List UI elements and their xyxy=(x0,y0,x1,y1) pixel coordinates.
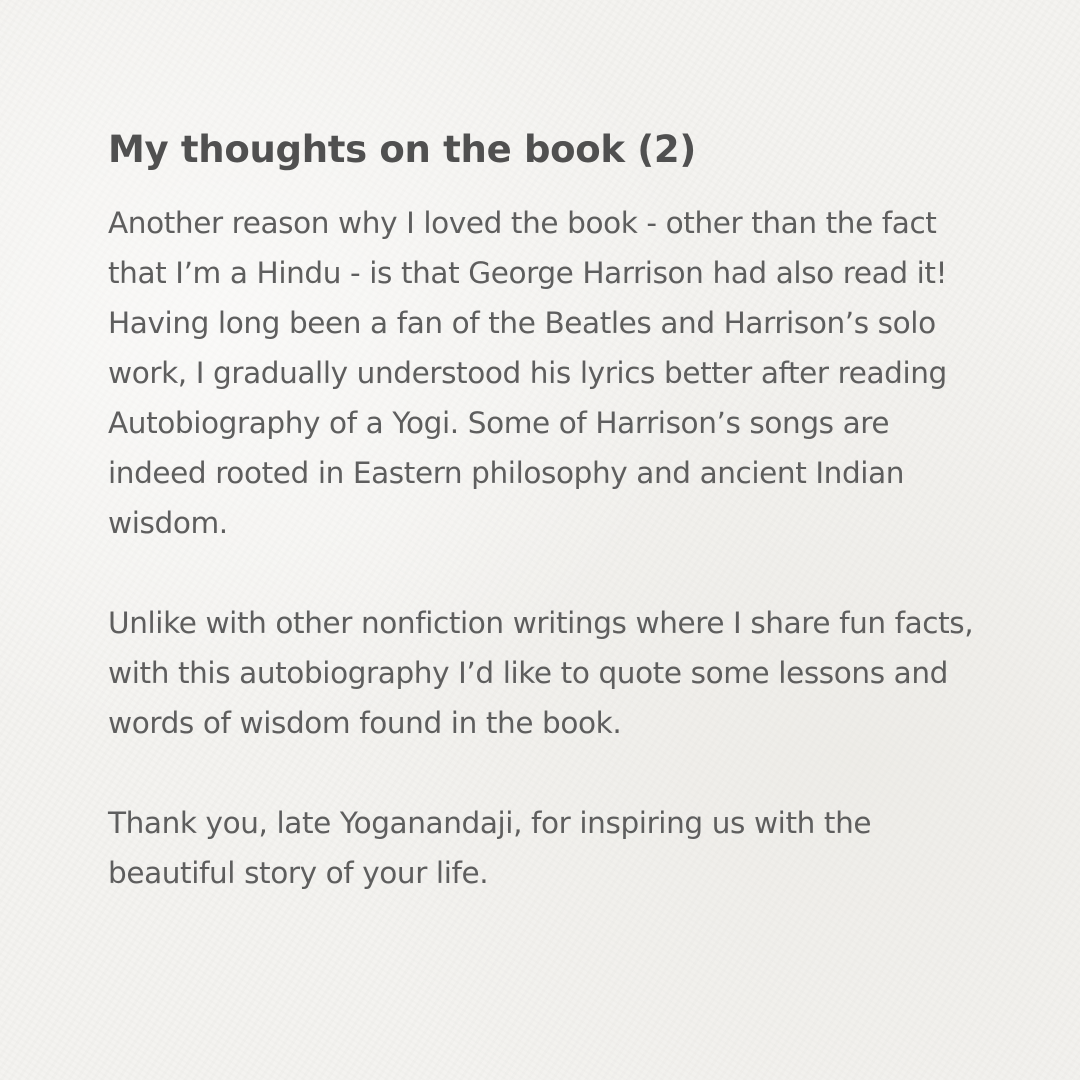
text-line: Another reason why I loved the book - other than the fact xyxy=(108,206,937,240)
paragraph-lessons xyxy=(108,598,1008,748)
text-line: Unlike with other nonfiction writings where I share fun facts, xyxy=(108,606,974,640)
text-card xyxy=(108,124,1008,948)
text-line: Autobiography of a Yogi. Some of Harrison’s songs are xyxy=(108,406,890,440)
paragraph-harrison xyxy=(108,198,1008,548)
text-line: Thank you, late Yoganandaji, for inspiring us with the xyxy=(108,806,872,840)
text-line: work, I gradually understood his lyrics better after reading xyxy=(108,356,947,390)
text-line: Having long been a fan of the Beatles and Harrison’s solo xyxy=(108,306,936,340)
paragraph-thanks xyxy=(108,798,1008,898)
text-line: with this autobiography I’d like to quote some lessons and xyxy=(108,656,948,690)
text-line: indeed rooted in Eastern philosophy and ancient Indian xyxy=(108,456,905,490)
text-line: words of wisdom found in the book. xyxy=(108,706,622,740)
text-line: that I’m a Hindu - is that George Harrison had also read it! xyxy=(108,256,948,290)
page-title: My thoughts on the book (2) xyxy=(108,128,696,171)
text-line: wisdom. xyxy=(108,506,228,540)
text-line: beautiful story of your life. xyxy=(108,856,489,890)
